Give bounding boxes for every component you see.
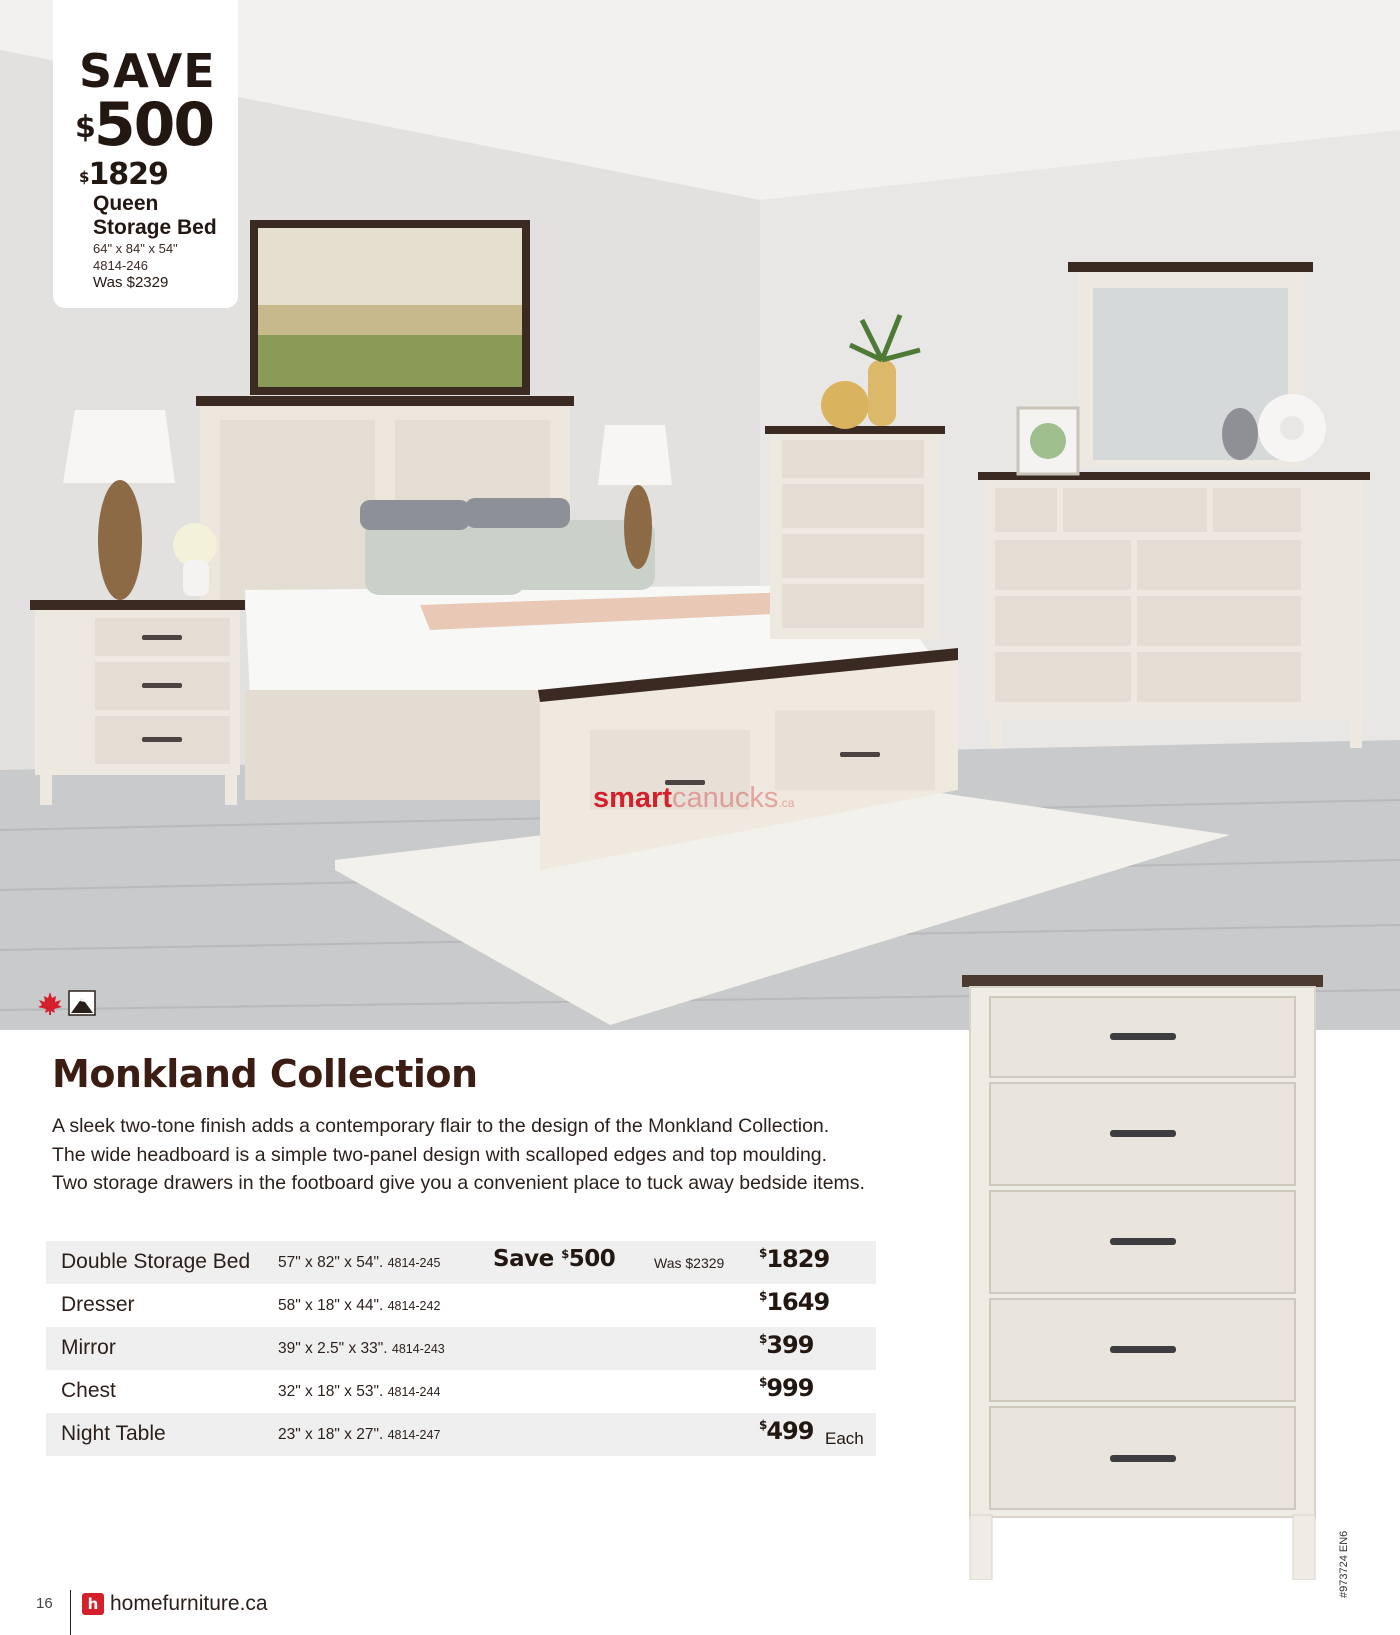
watermark-part-smart: smart [593, 782, 672, 814]
footer-brand[interactable] [82, 1592, 268, 1616]
watermark-part-ca: .ca [778, 796, 795, 810]
chest-product-photo [960, 975, 1325, 1580]
row-dims-text: 32" x 18" x 53". [278, 1383, 384, 1400]
row-save-value: 500 [568, 1246, 616, 1272]
row-dimensions [278, 1297, 440, 1315]
row-price: $499 [759, 1417, 814, 1445]
badge-dimensions: 64" x 84" x 54" [93, 241, 178, 256]
home-furniture-logo-icon: h [82, 1593, 104, 1615]
row-price-value: 499 [766, 1417, 814, 1445]
footer-url[interactable]: homefurniture.ca [110, 1592, 268, 1615]
watermark-part-canucks: canucks [672, 782, 779, 814]
row-dims-text: 39" x 2.5" x 33". [278, 1340, 388, 1357]
collection-description [52, 1112, 932, 1198]
row-each-label: Each [825, 1429, 864, 1448]
price-table [46, 1241, 876, 1456]
collection-title: Monkland Collection [52, 1052, 478, 1096]
row-dims-text: 58" x 18" x 44". [278, 1297, 384, 1314]
badge-price: $1829 [79, 157, 168, 192]
row-price: $1649 [759, 1288, 830, 1316]
row-save-label: Save [493, 1246, 554, 1272]
row-product-name: Double Storage Bed [61, 1250, 251, 1273]
row-dimensions [278, 1383, 440, 1401]
origin-icons [36, 990, 96, 1016]
maple-leaf-icon [36, 990, 64, 1016]
price-row-dresser [46, 1284, 876, 1327]
page-number: 16 [36, 1595, 53, 1612]
footer-divider [70, 1590, 71, 1635]
badge-save-amount-value: 500 [93, 90, 214, 160]
row-sku: 4814-247 [387, 1428, 441, 1442]
mountain-icon [68, 990, 96, 1016]
description-line: A sleek two-tone finish adds a contemporary flair to the design of the Monkland Collection. [52, 1115, 830, 1137]
row-sku: 4814-244 [387, 1385, 441, 1399]
row-product-name: Chest [61, 1379, 116, 1402]
price-row-mirror [46, 1327, 876, 1370]
row-save: Save $500 [493, 1246, 616, 1272]
badge-save-word: SAVE [79, 44, 216, 98]
row-product-name: Night Table [61, 1422, 166, 1445]
row-price-value: 999 [766, 1374, 814, 1402]
row-sku: 4814-243 [391, 1342, 445, 1356]
row-product-name: Mirror [61, 1336, 116, 1359]
row-price: $399 [759, 1331, 814, 1359]
row-dimensions [278, 1340, 445, 1358]
badge-sku: 4814-246 [93, 258, 148, 273]
row-was-price: Was $2329 [654, 1255, 725, 1271]
badge-product-name: Queen Storage Bed [93, 192, 217, 239]
price-row-night-table [46, 1413, 876, 1456]
price-row-chest [46, 1370, 876, 1413]
badge-was-price: Was $2329 [93, 274, 169, 291]
description-line: The wide headboard is a simple two-panel design with scalloped edges and top moulding. [52, 1143, 828, 1166]
row-dims-text: 57" x 82" x 54". [278, 1254, 384, 1271]
badge-price-value: 1829 [88, 157, 168, 192]
row-price: $1829 [759, 1245, 830, 1273]
row-price-value: 1649 [766, 1288, 830, 1316]
row-price-value: 1829 [766, 1245, 830, 1273]
watermark [593, 782, 794, 815]
row-sku: 4814-245 [387, 1256, 441, 1270]
row-dims-text: 23" x 18" x 27". [278, 1426, 384, 1443]
row-dimensions [278, 1426, 440, 1444]
save-badge [53, 0, 238, 308]
description-line: Two storage drawers in the footboard give you a convenient place to tuck away bedside items. [52, 1172, 865, 1194]
row-price-value: 399 [766, 1331, 814, 1359]
row-price: $999 [759, 1374, 814, 1402]
row-product-name: Dresser [61, 1293, 135, 1316]
side-print-code: #973724 EN6 [1338, 1530, 1350, 1598]
row-dimensions [278, 1254, 440, 1272]
price-row-double-storage-bed [46, 1241, 876, 1284]
row-sku: 4814-242 [387, 1299, 441, 1313]
badge-save-amount: $500 [75, 90, 214, 160]
